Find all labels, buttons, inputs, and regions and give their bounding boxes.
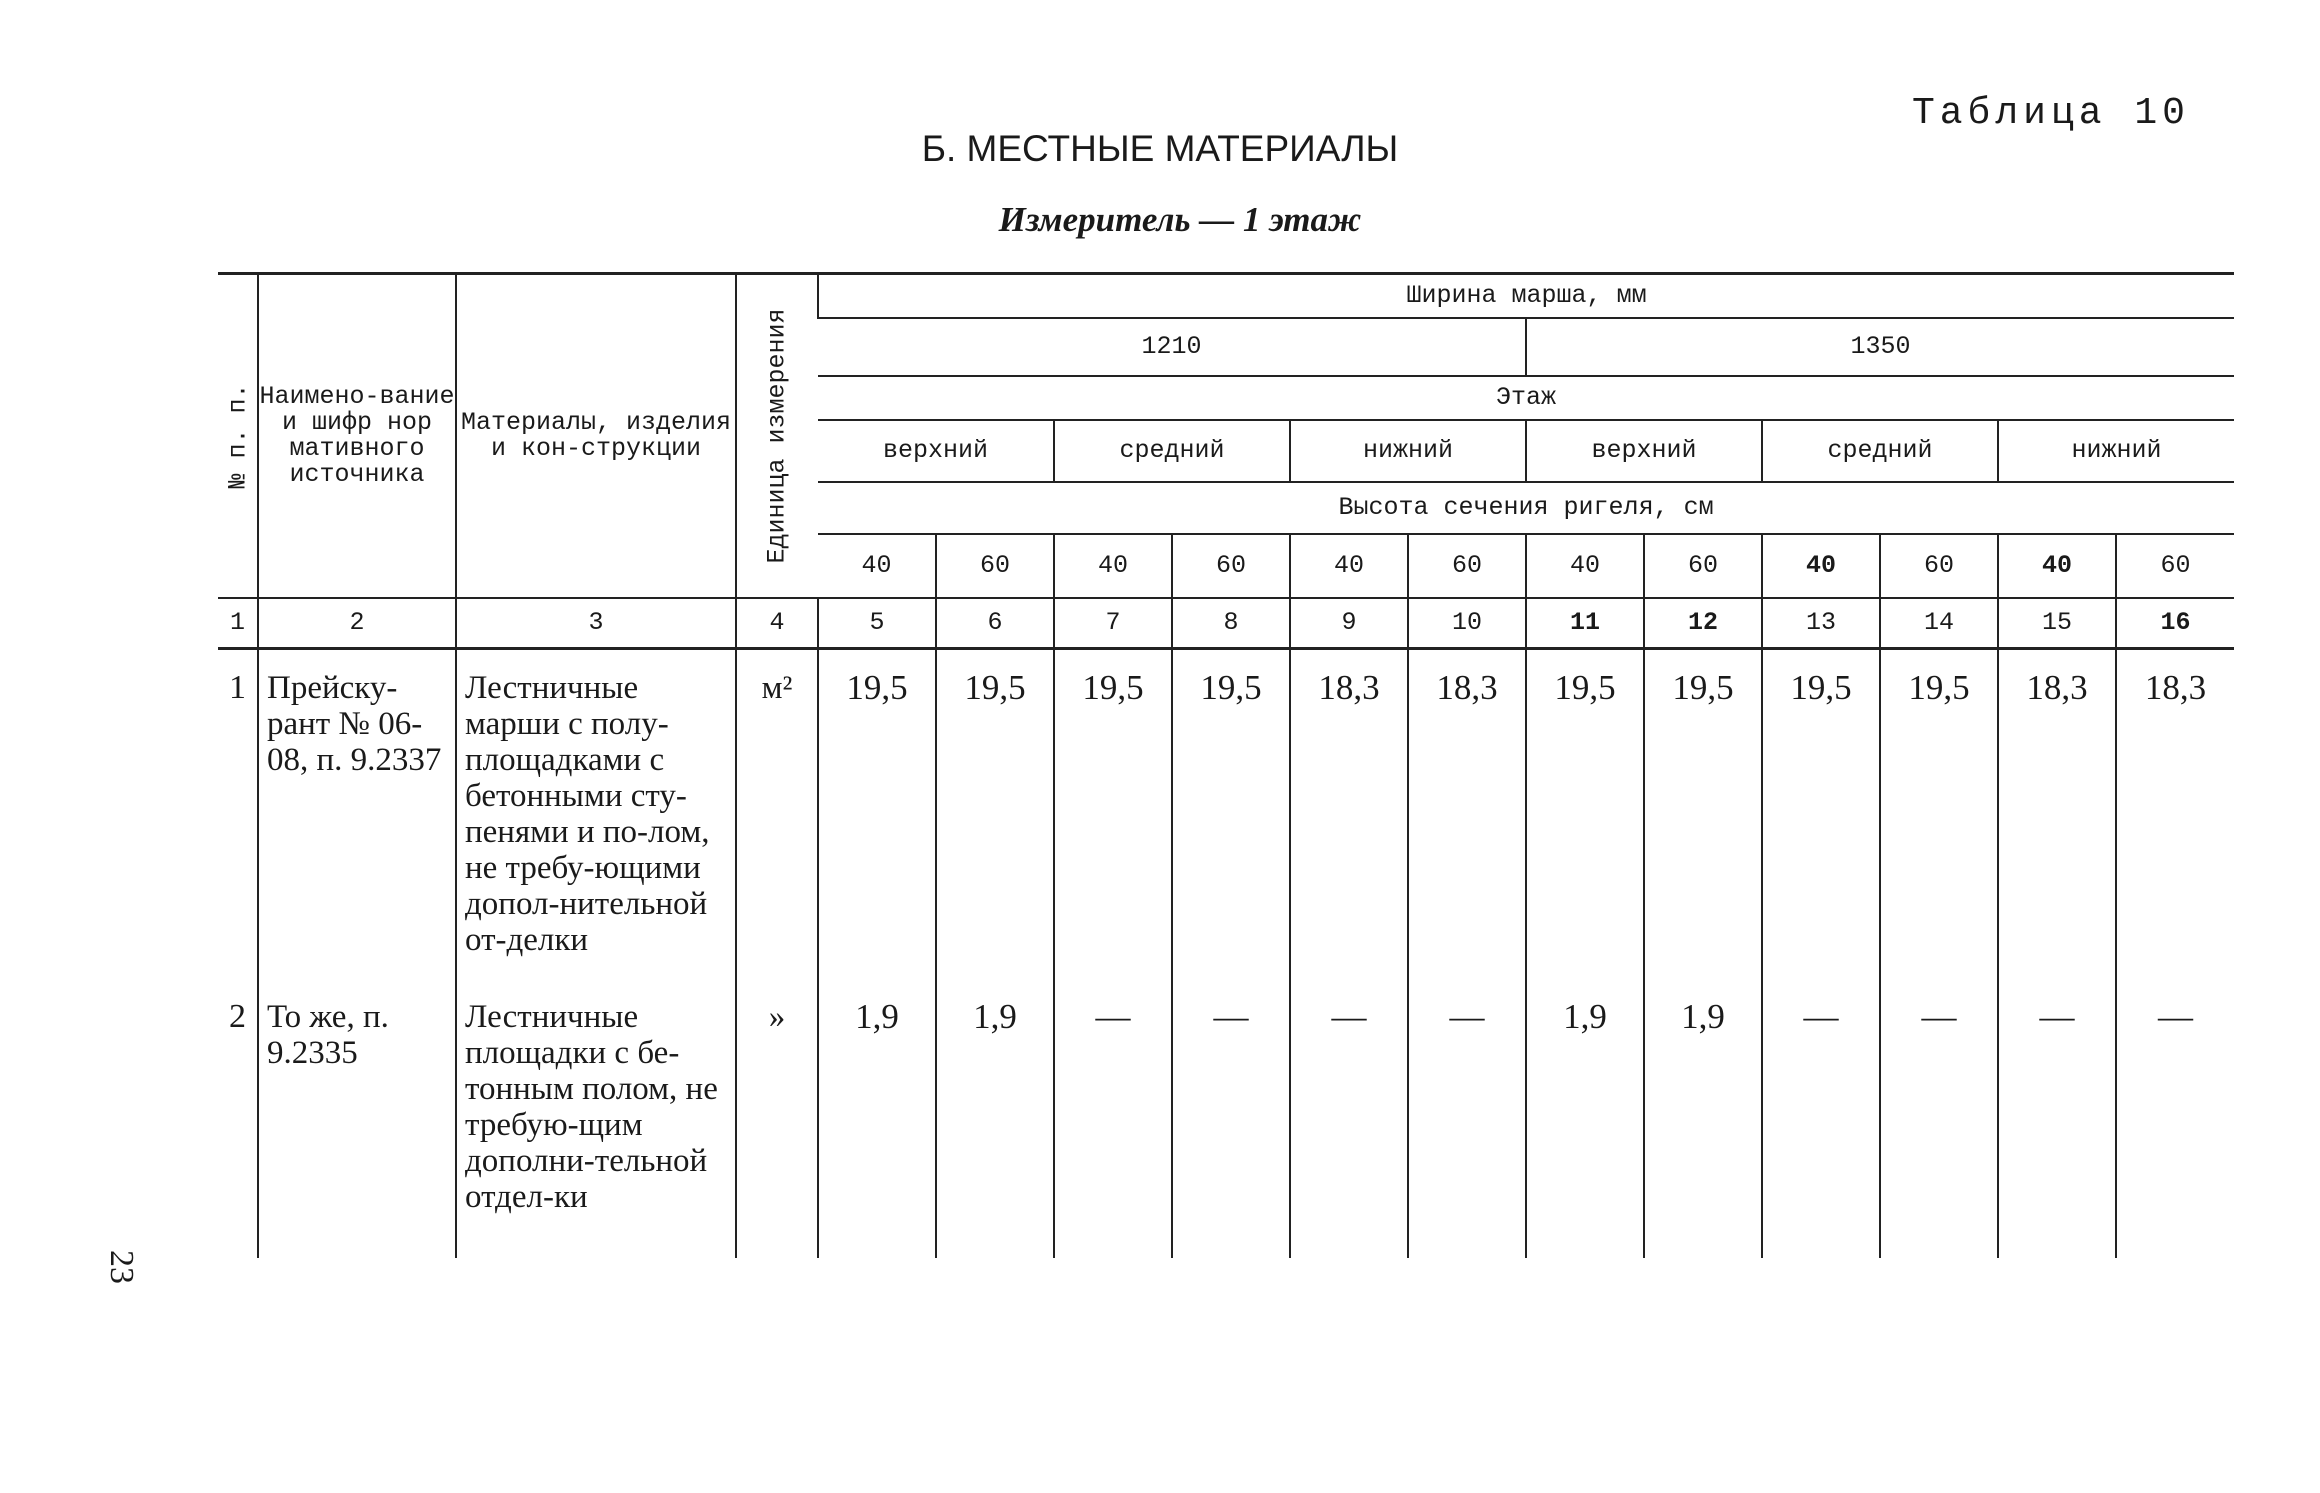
column-number: 13 <box>1762 598 1880 649</box>
row-unit: » <box>736 993 818 1258</box>
header-floor: средний <box>1054 420 1290 482</box>
column-number: 7 <box>1054 598 1172 649</box>
row-value: 1,9 <box>1644 993 1762 1258</box>
row-unit: м² <box>736 648 818 993</box>
header-materials: Материалы, изделия и кон-струкции <box>456 274 736 598</box>
row-value: 19,5 <box>1762 648 1880 993</box>
header-height: 40 <box>1762 534 1880 598</box>
header-height: 40 <box>1290 534 1408 598</box>
row-value: 19,5 <box>1880 648 1998 993</box>
row-value: — <box>1290 993 1408 1258</box>
row-value: — <box>1408 993 1526 1258</box>
row-source: Прейску-рант № 06-08, п. 9.2337 <box>258 648 456 993</box>
column-number: 5 <box>818 598 936 649</box>
column-number: 8 <box>1172 598 1290 649</box>
materials-table <box>218 272 2234 1258</box>
header-floor: верхний <box>818 420 1054 482</box>
header-height: 40 <box>1054 534 1172 598</box>
row-index: 2 <box>229 998 246 1035</box>
column-number: 2 <box>258 598 456 649</box>
header-width-group: Ширина марша, мм <box>818 274 2234 318</box>
header-index <box>218 274 258 598</box>
column-number: 4 <box>736 598 818 649</box>
column-number: 15 <box>1998 598 2116 649</box>
column-number: 12 <box>1644 598 1762 649</box>
row-value: 18,3 <box>1408 648 1526 993</box>
header-width-1210: 1210 <box>818 318 1526 376</box>
header-floor: нижний <box>1290 420 1526 482</box>
header-source: Наимено-вание и шифр нор мативного источника <box>258 274 456 598</box>
column-number: 6 <box>936 598 1054 649</box>
row-value: 1,9 <box>936 993 1054 1258</box>
header-height: 60 <box>1880 534 1998 598</box>
row-value: — <box>1054 993 1172 1258</box>
header-width-1350: 1350 <box>1526 318 2234 376</box>
table-row <box>218 993 2234 1258</box>
row-value: 19,5 <box>1526 648 1644 993</box>
row-value: 19,5 <box>1054 648 1172 993</box>
header-height: 60 <box>2116 534 2234 598</box>
row-value: — <box>1998 993 2116 1258</box>
column-number: 11 <box>1526 598 1644 649</box>
row-value: — <box>1172 993 1290 1258</box>
header-height: 60 <box>1408 534 1526 598</box>
row-value: — <box>1880 993 1998 1258</box>
table-number-label: Таблица 10 <box>1911 92 2190 135</box>
row-value: 19,5 <box>818 648 936 993</box>
header-unit <box>736 274 818 598</box>
row-value: — <box>1762 993 1880 1258</box>
row-source: То же, п. 9.2335 <box>258 993 456 1258</box>
header-height-group: Высота сечения ригеля, см <box>818 482 2234 534</box>
header-height: 40 <box>818 534 936 598</box>
table-row <box>218 648 2234 993</box>
measure-title: Измеритель — 1 этаж <box>998 200 1362 239</box>
row-value: 19,5 <box>1644 648 1762 993</box>
section-title: Б. МЕСТНЫЕ МАТЕРИАЛЫ <box>921 128 1399 169</box>
row-value: — <box>2116 993 2234 1258</box>
column-number: 1 <box>218 598 258 649</box>
header-floor: средний <box>1762 420 1998 482</box>
column-number: 10 <box>1408 598 1526 649</box>
column-number: 9 <box>1290 598 1408 649</box>
column-number: 14 <box>1880 598 1998 649</box>
row-value: 1,9 <box>818 993 936 1258</box>
column-number: 3 <box>456 598 736 649</box>
row-material: Лестничные площадки с бе-тонным полом, не требую-щим дополни-тельной отдел-ки <box>456 993 736 1258</box>
row-value: 19,5 <box>1172 648 1290 993</box>
row-value: 18,3 <box>2116 648 2234 993</box>
row-material: Лестничные марши с полу-площадками с бетонными сту-пенями и по-лом, не требу-ющими допол-нительной от-делки <box>456 648 736 993</box>
header-height: 60 <box>1644 534 1762 598</box>
row-index: 1 <box>229 668 246 706</box>
header-floor: нижний <box>1998 420 2234 482</box>
row-value: 18,3 <box>1290 648 1408 993</box>
header-floor: верхний <box>1526 420 1762 482</box>
page-number: 23 <box>103 1250 140 1284</box>
header-height: 60 <box>936 534 1054 598</box>
row-value: 18,3 <box>1998 648 2116 993</box>
row-value: 19,5 <box>936 648 1054 993</box>
row-value: 1,9 <box>1526 993 1644 1258</box>
header-height: 40 <box>1526 534 1644 598</box>
header-index-label: № п. п. <box>223 383 252 489</box>
header-floor-group: Этаж <box>818 376 2234 420</box>
header-height: 40 <box>1998 534 2116 598</box>
header-unit-label: Единица измерения <box>762 308 792 564</box>
header-height: 60 <box>1172 534 1290 598</box>
column-number: 16 <box>2116 598 2234 649</box>
